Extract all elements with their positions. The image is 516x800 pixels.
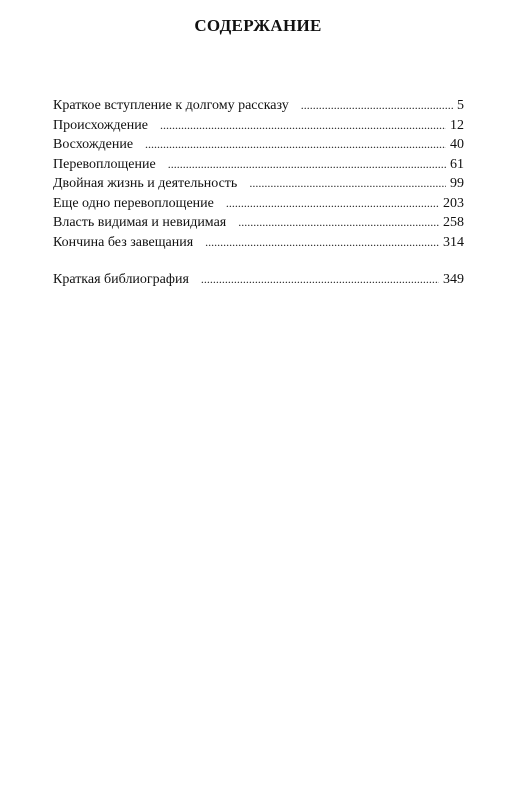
- toc-entry-title: Краткая библиография: [53, 272, 189, 287]
- toc-entry-page: 99: [450, 176, 464, 191]
- toc-entry-title: Краткое вступление к долгому рассказу: [53, 98, 289, 113]
- toc-entry-title: Перевоплощение: [53, 156, 156, 172]
- toc-entry: [53, 174, 464, 194]
- toc-entry-page: 314: [443, 234, 464, 250]
- toc-entry-title: Восхождение: [53, 137, 134, 152]
- dot-leader: [168, 155, 446, 175]
- section-gap: [53, 252, 464, 270]
- toc-entry-title: Двойная жизнь и деятельность: [53, 176, 238, 191]
- toc-entry: [53, 135, 464, 155]
- dot-leader: [145, 135, 446, 155]
- toc-entry-page: 12: [450, 117, 464, 133]
- dot-leader: [226, 194, 439, 214]
- toc-entry: [53, 194, 464, 214]
- toc-entry: [53, 96, 464, 116]
- toc-entry-title: Еще одно перевоплощение: [53, 195, 214, 211]
- dot-leader: [301, 96, 453, 116]
- toc-entry-page: 40: [450, 137, 464, 152]
- dot-leader: [201, 270, 439, 290]
- toc-entry: [53, 213, 464, 233]
- toc-entry-title: Происхождение: [53, 117, 148, 133]
- dot-leader: [205, 233, 439, 253]
- table-of-contents: [53, 96, 464, 290]
- toc-entry-page: 349: [443, 272, 464, 287]
- toc-entry: [53, 116, 464, 136]
- toc-entry: [53, 155, 464, 175]
- page-title: СОДЕРЖАНИЕ: [194, 16, 322, 35]
- dot-leader: [238, 213, 439, 233]
- toc-entry-title: Кончина без завещания: [53, 234, 194, 250]
- toc-entry: [53, 233, 464, 253]
- toc-entry-bibliography: [53, 270, 464, 290]
- toc-entry-page: 258: [443, 215, 464, 230]
- toc-entry-page: 5: [457, 98, 464, 113]
- toc-entry-title: Власть видимая и невидимая: [53, 215, 227, 230]
- toc-entry-page: 61: [450, 156, 464, 172]
- dot-leader: [249, 174, 446, 194]
- dot-leader: [160, 116, 446, 136]
- toc-entry-page: 203: [443, 195, 464, 211]
